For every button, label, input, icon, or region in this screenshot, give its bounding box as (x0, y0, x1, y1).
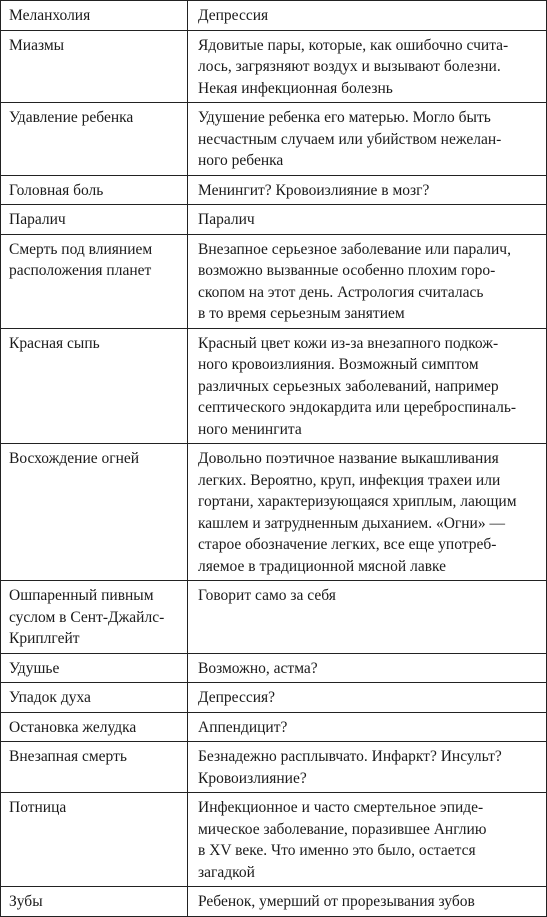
term-cell (1, 653, 188, 683)
term-line: Ошпаренный пивным (9, 587, 154, 604)
description-line: кашлем и затрудненным дыханием. «Огни» — (198, 514, 505, 532)
term-line: Криплгейт (9, 630, 80, 647)
description-line: Внезапное серьезное заболевание или паралич, (198, 240, 511, 258)
description-line: Безнадежно расплывчато. Инфаркт? Инсульт? (198, 748, 502, 765)
header-right: Депрессия (188, 1, 547, 31)
term-cell (1, 175, 188, 205)
table-row (1, 887, 547, 917)
term-line: Красная сыпь (9, 334, 100, 352)
description-cell (188, 887, 547, 917)
description-line: возможно вызванные особенно плохим горо- (198, 262, 496, 279)
term-cell (1, 793, 188, 887)
term-line: Удушье (9, 659, 60, 677)
term-line: Миазмы (9, 36, 65, 54)
term-line: суслом в Сент-Джайлс- (9, 608, 165, 626)
term-cell (1, 683, 188, 713)
term-cell (1, 581, 188, 654)
description-line: лось, загрязняют воздух и вызывают болезни. (198, 58, 501, 75)
description-cell (188, 653, 547, 683)
table-row (1, 444, 547, 581)
description-line: несчастным случаем или убийством нежелан- (198, 130, 502, 148)
description-cell (188, 742, 547, 793)
description-cell (188, 234, 547, 328)
description-line: ного менингита (198, 420, 302, 438)
description-line: Говорит само за себя (198, 587, 336, 604)
table-row (1, 103, 547, 176)
description-line: легких. Вероятно, круп, инфекция трахеи или (198, 471, 501, 489)
term-cell (1, 328, 188, 444)
description-line: Довольно поэтичное название выкашливания (198, 450, 499, 467)
description-cell (188, 103, 547, 176)
table-row (1, 683, 547, 713)
table-row (1, 328, 547, 444)
description-line: Депрессия? (198, 689, 276, 706)
term-line: Головная боль (9, 181, 104, 199)
description-cell (188, 683, 547, 713)
description-line: различных серьезных заболеваний, например (198, 377, 499, 395)
table-row (1, 653, 547, 683)
table-row (1, 581, 547, 654)
term-line: Остановка желудка (9, 718, 137, 736)
description-line: Инфекционное и часто смертельное эпиде- (198, 799, 484, 816)
description-line: ляемое в традиционной мясной лавке (198, 557, 447, 575)
term-cell (1, 887, 188, 917)
description-line: Кровоизлияние? (198, 769, 307, 787)
table-row (1, 793, 547, 887)
description-line: мическое заболевание, поразившее Англию (198, 820, 487, 838)
term-cell (1, 712, 188, 742)
description-line: старое обозначение легких, все еще употреб- (198, 536, 497, 553)
description-cell (188, 581, 547, 654)
description-cell (188, 30, 547, 103)
table-row (1, 205, 547, 235)
table-row (1, 234, 547, 328)
term-line: Смерть под влиянием (9, 240, 153, 258)
term-cell (1, 234, 188, 328)
description-line: ного ребенка (198, 152, 284, 169)
table-row (1, 742, 547, 793)
description-line: Ребенок, умерший от прорезывания зубов (198, 893, 475, 910)
header-row (1, 1, 547, 31)
description-cell (188, 205, 547, 235)
description-line: Красный цвет кожи из-за внезапного подкож- (198, 334, 499, 352)
term-cell (1, 205, 188, 235)
description-line: в то время серьезным занятием (198, 305, 405, 322)
description-line: Некая инфекционная болезнь (198, 79, 393, 97)
table-row (1, 30, 547, 103)
description-line: Удушение ребенка его матерью. Могло быть (198, 109, 491, 126)
description-line: Возможно, астма? (198, 659, 318, 677)
term-cell (1, 742, 188, 793)
description-line: Ядовитые пары, которые, как ошибочно счита- (198, 36, 509, 54)
description-cell (188, 444, 547, 581)
description-line: септического эндокардита или цереброспиналь- (198, 399, 517, 416)
description-cell (188, 175, 547, 205)
description-line: Аппендицит? (198, 718, 288, 736)
term-line: Внезапная смерть (9, 748, 127, 765)
term-line: Упадок духа (9, 689, 91, 706)
term-cell (1, 444, 188, 581)
description-line: Менингит? Кровоизлияние в мозг? (198, 181, 430, 199)
table-row (1, 175, 547, 205)
description-line: загадкой (198, 863, 255, 881)
term-line: Удавление ребенка (9, 109, 134, 126)
description-cell (188, 793, 547, 887)
header-left: Меланхолия (1, 1, 188, 31)
description-cell (188, 712, 547, 742)
description-line: скопом на этот день. Астрология считалась (198, 283, 484, 301)
term-line: Потница (9, 799, 67, 816)
description-line: в XV веке. Что именно это было, остается (198, 842, 476, 859)
term-cell (1, 30, 188, 103)
term-cell (1, 103, 188, 176)
term-line: расположения планет (9, 262, 152, 279)
term-line: Паралич (9, 211, 66, 228)
term-line: Восхождение огней (9, 450, 140, 467)
description-line: ного кровоизлияния. Возможный симптом (198, 356, 479, 373)
table-row (1, 712, 547, 742)
table-body (1, 1, 547, 917)
term-line: Зубы (9, 893, 43, 910)
description-line: гортани, характеризующаяся хриплым, лающим (198, 493, 517, 510)
description-line: Паралич (198, 211, 255, 228)
description-cell (188, 328, 547, 444)
